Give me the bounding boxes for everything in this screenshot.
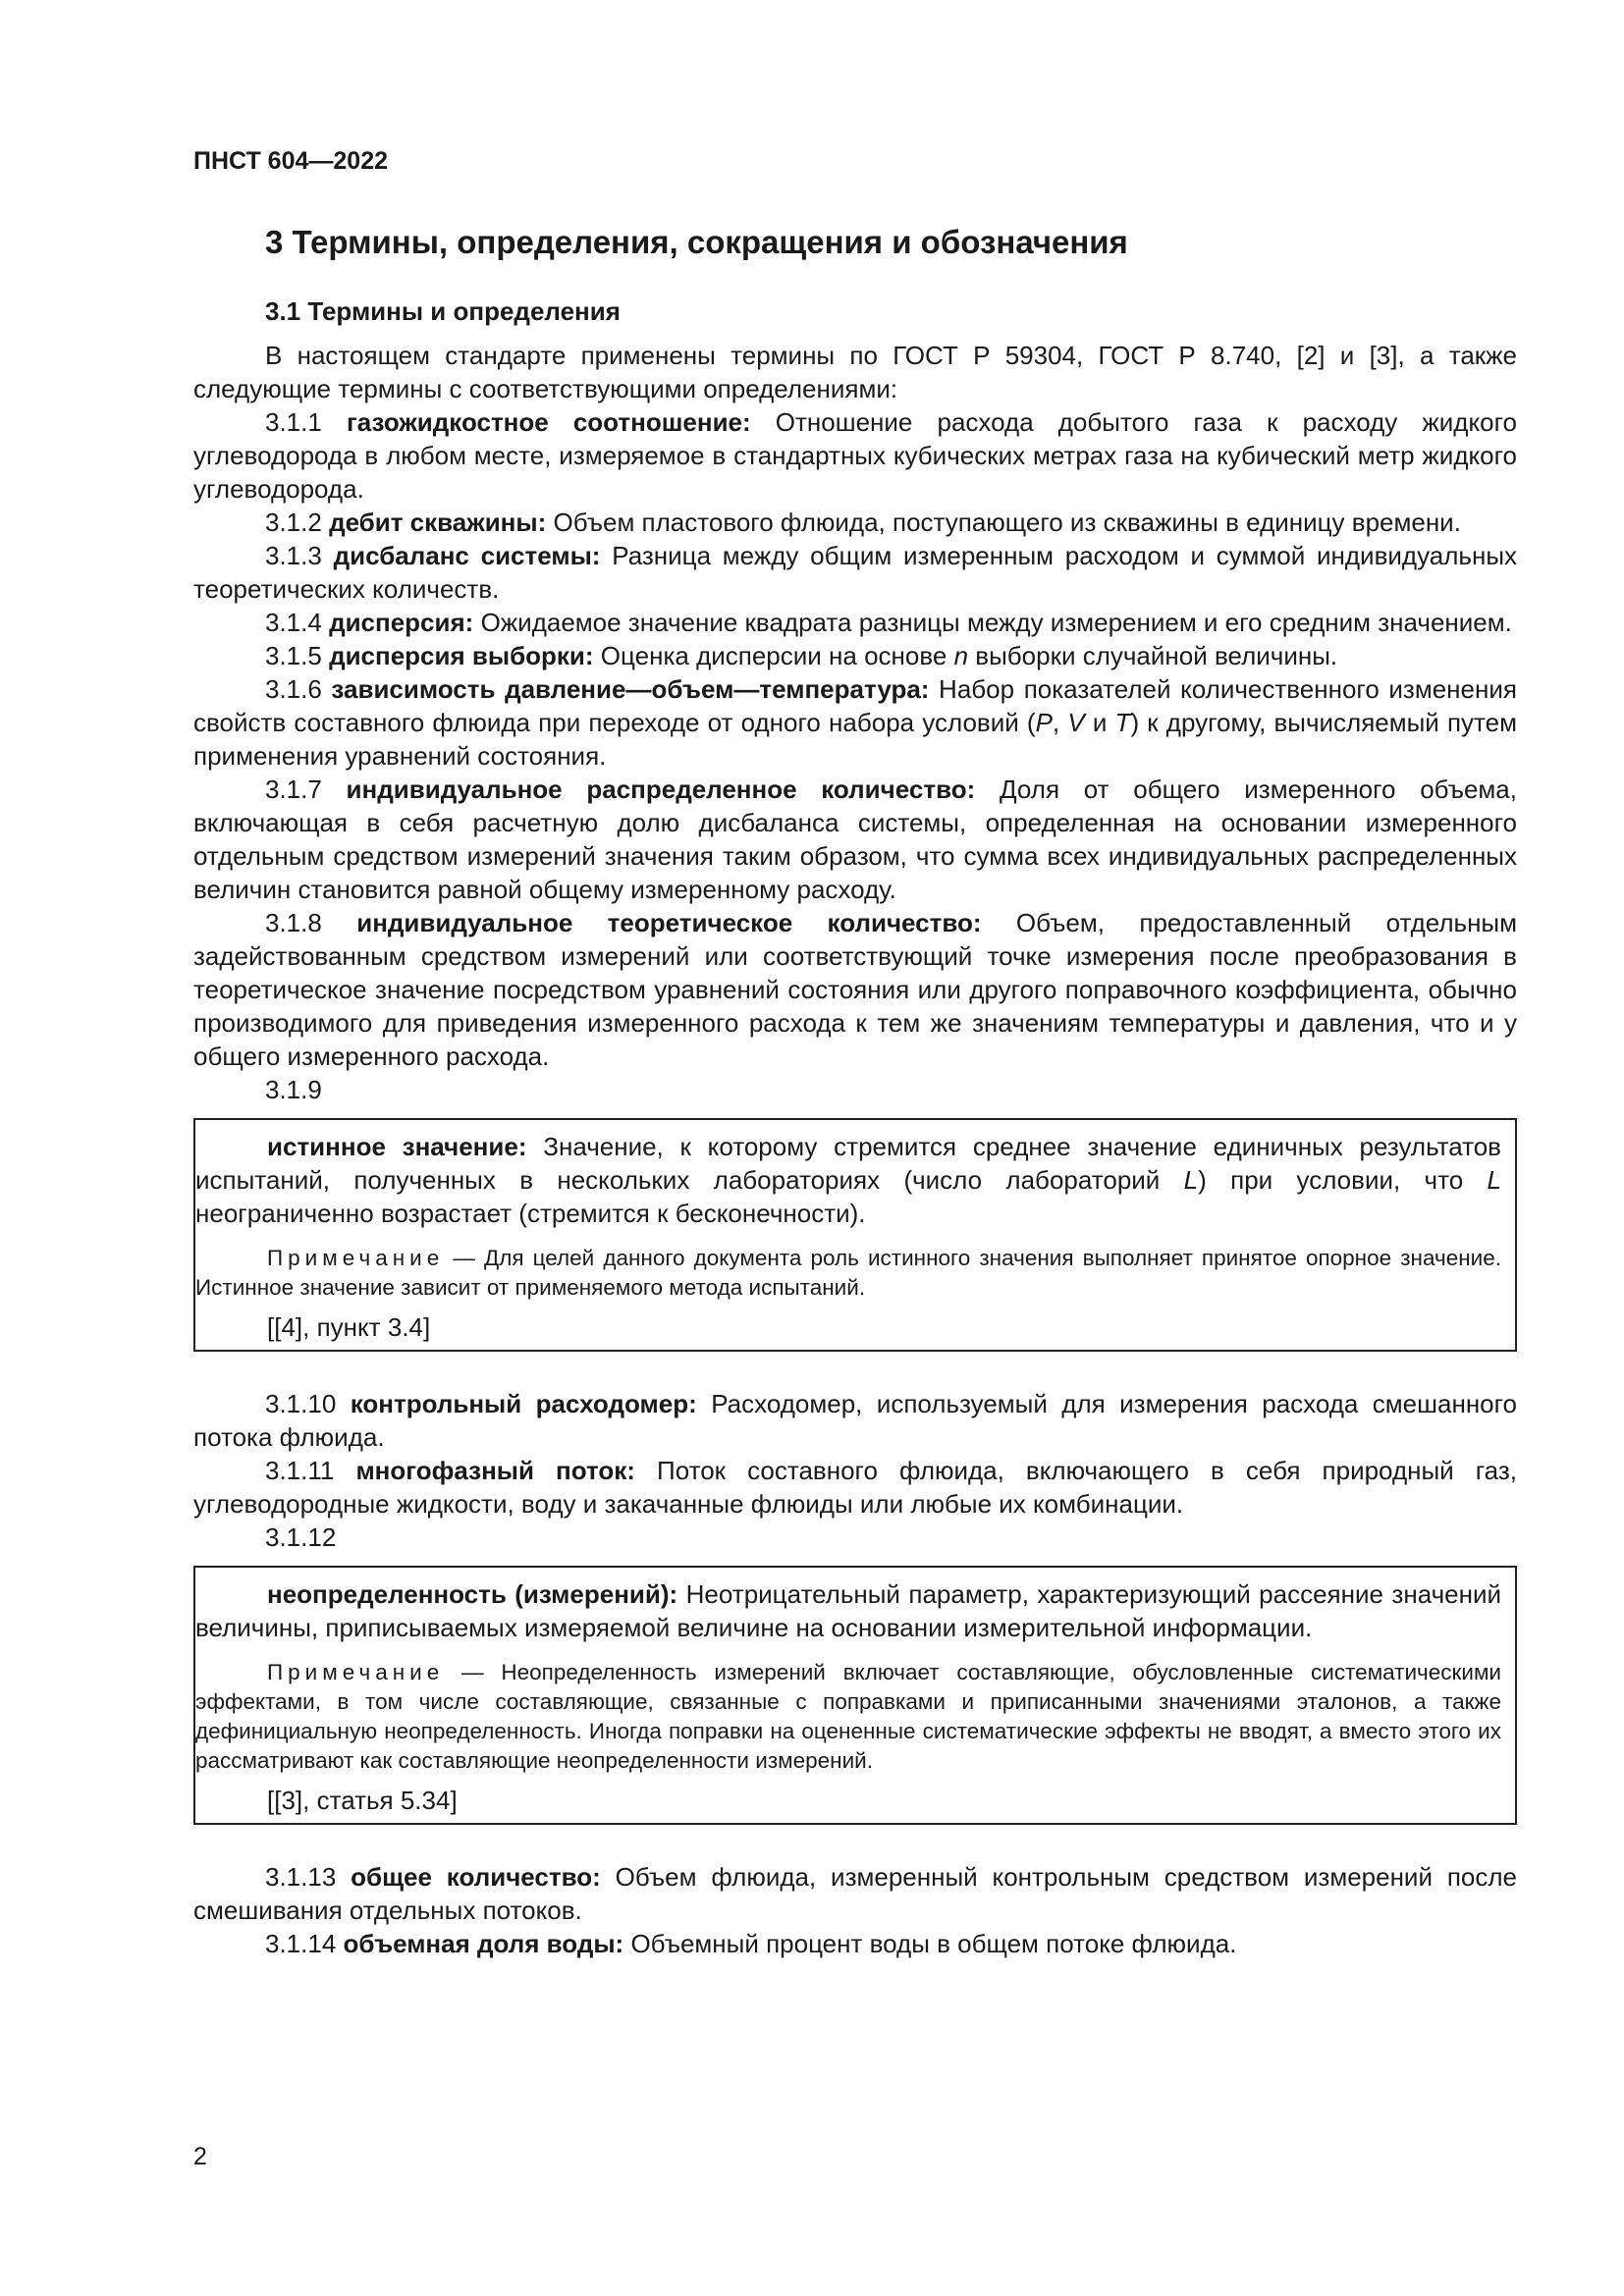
term-definition: Объем флюида, измеренный контрольным средством измерений после смешивания отдельных потоков. (193, 1862, 1517, 1925)
term-number: 3.1.11 (265, 1456, 335, 1485)
spacer (193, 1362, 1517, 1387)
separator: и (1092, 708, 1108, 737)
term-number: 3.1.5 (265, 641, 322, 670)
separator: , (1052, 708, 1060, 737)
term-3-1-12 (195, 1577, 1501, 1644)
term-definition: Объем пластового флюида, поступающего из скважины в единицу времени. (553, 507, 1461, 537)
term-3-1-11 (193, 1454, 1517, 1521)
term-name: многофазный поток: (355, 1456, 635, 1485)
note-label: Примечание (267, 1660, 445, 1684)
term-3-1-12-box (193, 1566, 1517, 1825)
document-id-header: ПНСТ 604—2022 (193, 147, 388, 175)
term-name: истинное значение: (267, 1132, 527, 1161)
term-name: зависимость давление—объем—температура: (331, 674, 930, 704)
subsection-title: 3.1 Термины и определения (265, 296, 621, 326)
term-3-1-2 (193, 506, 1517, 539)
term-number: 3.1.7 (265, 774, 322, 804)
term-number: 3.1.4 (265, 608, 322, 637)
term-definition: Значение, к которому стремится среднее значение единичных результатов испытаний, полученных в нескольких лабораториях (число лабораторий (195, 1132, 1501, 1195)
term-name: дисперсия: (329, 608, 474, 637)
term-definition: Расходомер, используемый для измерения расхода смешанного потока флюида. (193, 1389, 1518, 1452)
term-3-1-14 (193, 1927, 1517, 1960)
term-3-1-1 (193, 405, 1517, 506)
term-definition: Объем, предоставленный отдельным задействованным средством измерений или соответствующий точке измерения после преобразования в теоретическое значение посредством уравнений состояния или другого поправочного коэффициента, обычно производимого для приведения измеренного расхода к тем же значениям температуры и давления, что и у общего измеренного расхода. (193, 908, 1517, 1071)
intro-paragraph: В настоящем стандарте применены термины по ГОСТ Р 59304, ГОСТ Р 8.740, [2] и [3], а также следующие термины с соответствующими определениями: (193, 341, 1517, 403)
term-name: дисперсия выборки: (329, 641, 594, 670)
variable-t: T (1114, 708, 1131, 737)
term-number: 3.1.2 (265, 507, 322, 537)
term-name: газожидкостное соотношение: (346, 407, 751, 437)
note-text: — Неопределенность измерений включает составляющие, обусловленные систематическими эффектами, в том числе составляющие, связанные с поправками и приписанными значениями эталонов, а также дефинициальную неопределенность. Иногда поправки на оцененные систематические эффекты не вводят, а вместо этого их рассматривают как составляющие неопределенности измерений. (195, 1660, 1501, 1773)
term-3-1-12-number: 3.1.12 (265, 1522, 337, 1552)
variable-n: n (953, 641, 969, 670)
term-number: 3.1.6 (265, 674, 322, 704)
variable-v: V (1067, 708, 1085, 737)
term-definition-end: неограниченно возрастает (стремится к бесконечности). (195, 1199, 866, 1228)
source-reference: [[4], пункт 3.4] (267, 1312, 431, 1342)
term-definition: Отношение расхода добытого газа к расходу жидкого углеводорода в любом месте, измеряемое в стандартных кубических метрах газа на кубический метр жидкого углеводорода. (193, 407, 1517, 504)
term-name: общее количество: (351, 1862, 601, 1892)
term-3-1-4 (193, 606, 1517, 639)
term-3-1-8 (193, 906, 1517, 1073)
variable-l: L (1183, 1165, 1199, 1195)
term-definition: Объемный процент воды в общем потоке флюида. (630, 1929, 1237, 1958)
term-definition-mid: ) при условии, что (1198, 1165, 1464, 1195)
term-3-1-6 (193, 672, 1517, 773)
term-definition-end: ) к другому, вычисляемый путем применения уравнений состояния. (193, 708, 1518, 771)
term-3-1-7 (193, 773, 1517, 906)
term-definition: Доля от общего измеренного объема, включающая в себя расчетную долю дисбаланса системы, определенная на основании измеренного отдельным средством измерений значения таким образом, что сумма всех индивидуальных распределенных величин становится равной общему измеренному расходу. (193, 774, 1517, 904)
term-number: 3.1.8 (265, 908, 322, 937)
note-label: Примечание (267, 1246, 445, 1270)
term-definition: Ожидаемое значение квадрата разницы между измерением и его средним значением. (480, 608, 1512, 637)
term-name: неопределенность (измерений): (267, 1579, 678, 1609)
variable-p: P (1035, 708, 1053, 737)
term-3-1-5 (193, 639, 1517, 672)
section-title: 3 Термины, определения, сокращения и обозначения (265, 224, 1128, 260)
term-3-1-10 (193, 1387, 1517, 1454)
terms-body (193, 339, 1517, 1960)
term-3-1-9 (195, 1130, 1501, 1230)
term-3-1-3 (193, 539, 1517, 606)
note (195, 1658, 1501, 1776)
term-name: индивидуальное распределенное количество: (346, 774, 976, 804)
spacer (193, 1835, 1517, 1860)
term-3-1-9-box (193, 1118, 1517, 1352)
term-definition: Набор показателей количественного изменения свойств составного флюида при переходе от одного набора условий ( (193, 674, 1517, 737)
variable-l: L (1487, 1165, 1501, 1195)
note (195, 1244, 1501, 1303)
term-definition: Оценка дисперсии на основе (600, 641, 947, 670)
term-definition: Разница между общим измеренным расходом и суммой индивидуальных теоретических количеств. (193, 541, 1518, 604)
term-definition-end: выборки случайной величины. (975, 641, 1338, 670)
term-3-1-9-number: 3.1.9 (265, 1075, 322, 1104)
source-reference: [[3], статья 5.34] (267, 1786, 458, 1815)
term-name: индивидуальное теоретическое количество: (356, 908, 982, 937)
term-number: 3.1.13 (265, 1862, 337, 1892)
term-number: 3.1.10 (265, 1389, 337, 1418)
term-number: 3.1.3 (265, 541, 322, 570)
term-number: 3.1.14 (265, 1929, 337, 1958)
term-name: дисбаланс системы: (333, 541, 601, 570)
term-3-1-13 (193, 1860, 1517, 1927)
term-definition: Поток составного флюида, включающего в себя природный газ, углеводородные жидкости, воду и закачанные флюиды или любые их комбинации. (193, 1456, 1517, 1519)
term-definition: Неотрицательный параметр, характеризующий рассеяние значений величины, приписываемых измеряемой величине на основании измерительной информации. (195, 1579, 1501, 1642)
note-text: — Для целей данного документа роль истинного значения выполняет принятое опорное значение. Истинное значение зависит от применяемого метода испытаний. (195, 1246, 1501, 1300)
term-name: контрольный расходомер: (350, 1389, 697, 1418)
term-name: объемная доля воды: (343, 1929, 624, 1958)
term-number: 3.1.1 (265, 407, 322, 437)
term-name: дебит скважины: (329, 507, 547, 537)
page-number: 2 (193, 2143, 207, 2170)
